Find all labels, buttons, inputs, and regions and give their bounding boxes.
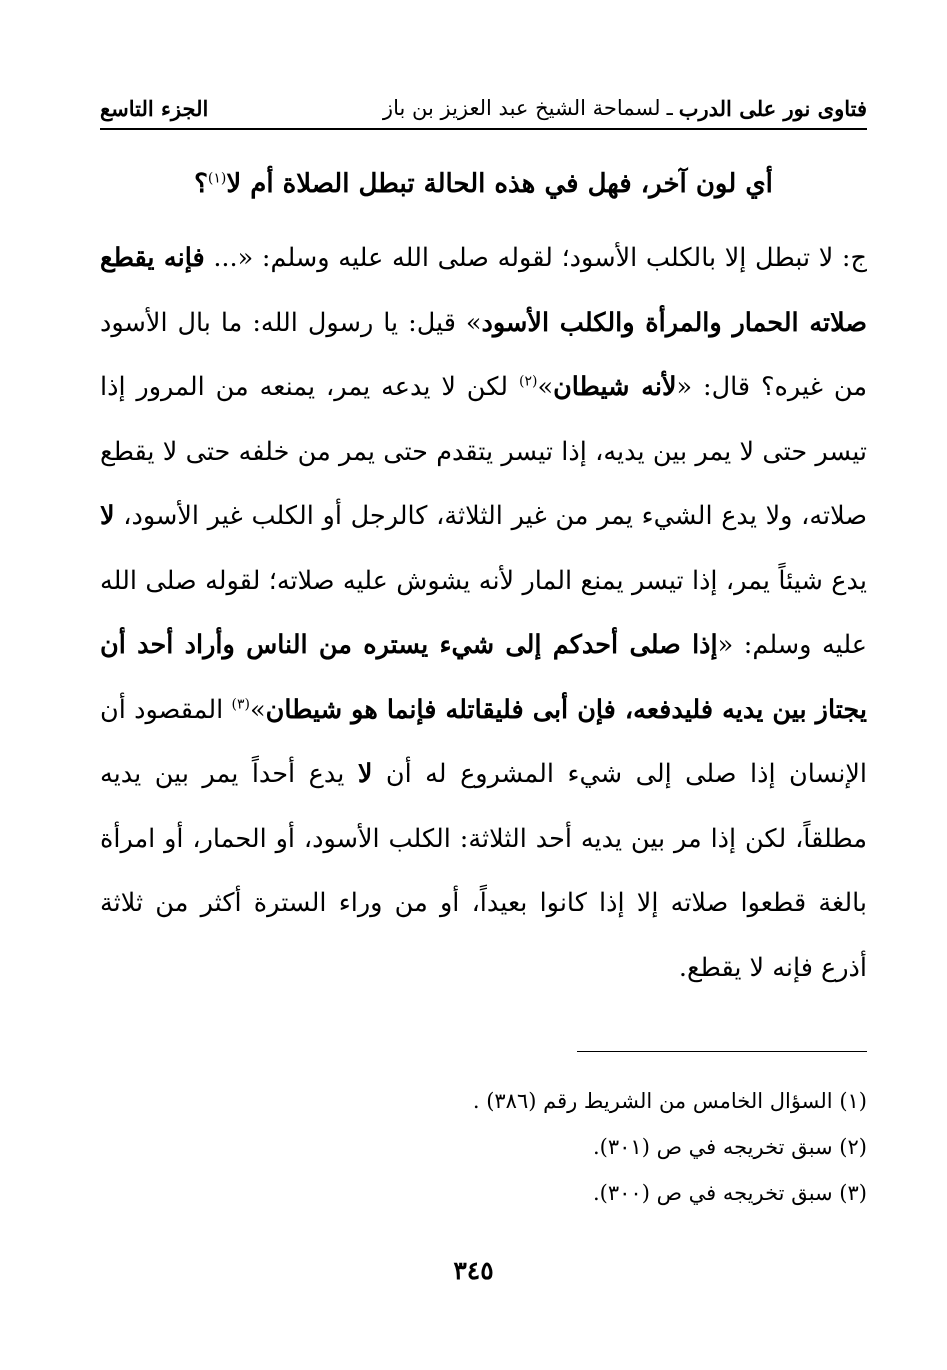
answer-segment: » [250,694,266,725]
answer-segment: المقصود أن الإنسان إذا صلى إلى شيء المشروع له أن [100,694,867,789]
author-name: لسماحة الشيخ عبد العزيز بن باز [382,96,661,120]
running-header [100,88,867,130]
answer-segment: ج: لا تبطل إلا بالكلب الأسود؛ لقوله صلى الله عليه وسلم: «... [204,243,867,273]
footnotes [300,1078,867,1216]
header-separator: ـ [666,96,673,120]
hadith-quote-3: إذا صلى أحدكم إلى شيء يستره من الناس وأراد أحد أن يجتاز بين يديه فليدفعه، فإن أبى فليقاتله فإنما هو شيطان [100,630,867,725]
footnote-ref-1: (١) [207,170,227,187]
hadith-quote-1: فإنه يقطع صلاته الحمار والمرأة والكلب الأسود [100,243,868,338]
emphasis-la: لا [357,759,373,789]
footnote-divider [577,1051,867,1052]
page-number: ٣٤٥ [453,1256,494,1285]
question-body: أي لون آخر، فهل في هذه الحالة تبطل الصلاة أم لا [226,169,773,199]
question-mark: ؟ [194,169,208,199]
answer-segment: لكن لا يدعه يمر، يمنعه من المرور إذا تيسر حتى لا يمر بين يديه، إذا تيسر يتقدم حتى يمر من خلفه حتى لا يقطع صلاته، ولا يدع الشيء يمر من غير الثلاثة، كالرجل أو الكلب غير الأسود، [100,372,867,531]
answer-segment: يدع أحداً يمر بين يديه مطلقاً، لكن إذا مر بين يديه أحد الثلاثة: الكلب الأسود، أو الحمار، أو امرأة بالغة قطعوا صلاته إلا إذا كانوا بعيداً، أو من وراء السترة أكثر من ثلاثة أذرع فإنه لا يقطع. [100,759,867,983]
footnote-2: (٢) سبق تخريجه في ص (٣٠١). [593,1135,867,1159]
volume-part: الجزء التاسع [100,95,209,121]
footnote-3: (٣) سبق تخريجه في ص (٣٠٠). [593,1181,867,1205]
answer-segment: » [537,372,554,402]
answer-paragraph [100,226,867,1000]
answer-segment: يدع شيئاً يمر، إذا تيسر يمنع المار لأنه يشوش عليه صلاته؛ لقوله صلى الله عليه وسلم: « [100,565,867,660]
hadith-quote-2: لأنه شيطان [553,372,677,402]
footnote-1: (١) السؤال الخامس من الشريط رقم (٣٨٦) . [472,1089,867,1113]
question-text [100,152,867,216]
book-title: فتاوى نور على الدرب [678,95,867,121]
footnote-ref-3: (٣) [231,696,250,712]
emphasis-la: لا [100,501,115,531]
answer-segment: » قيل: يا رسول الله: ما بال الأسود من غيره؟ قال: « [100,307,867,402]
footnote-ref-2: (٢) [518,373,538,390]
